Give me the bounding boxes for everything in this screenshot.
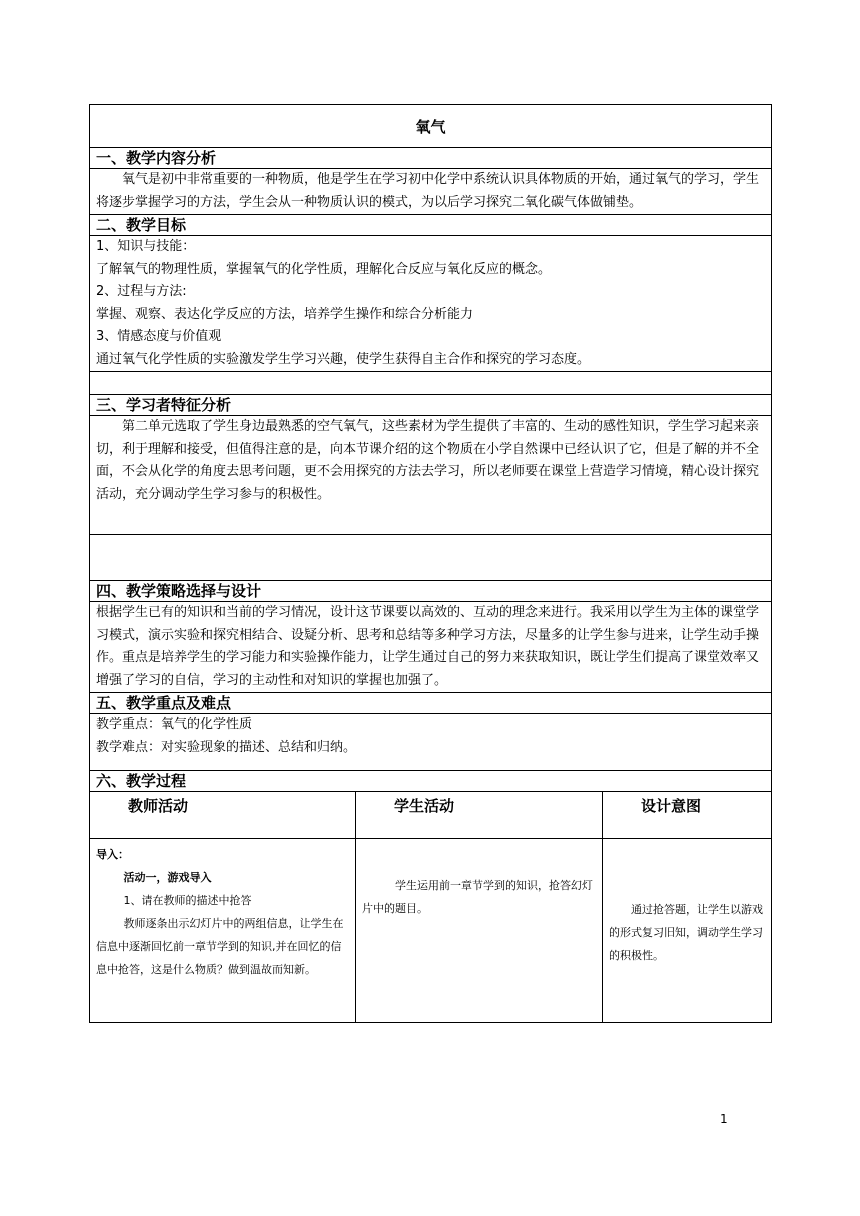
goal-line: 掌握、观察、表达化学反应的方法，培养学生操作和综合分析能力 [96, 306, 474, 322]
teaching-goals-body [90, 236, 772, 372]
teacher-activity-text: 教师逐条出示幻灯片中的两组信息，让学生在信息中逐渐回忆前一章节学到的知识,并在回忆的信息中抢答，这是什么物质？做到温故而知新。 [96, 917, 344, 976]
page-number: 1 [720, 1112, 728, 1126]
goal-line: 2、过程与方法: [96, 284, 187, 299]
column-header-teacher: 教师活动 [90, 792, 356, 839]
strategy-paragraph: 根据学生已有的知识和当前的学习情况，设计这节课要以高效的、互动的理念来进行。我采用以学生为主体的课堂学习模式，演示实验和探究相结合、设疑分析、思考和总结等多种学习方法，尽量多的让学生参与进来，让学生动手操作。重点是培养学生的学习能力和实验操作能力，让学生通过自己的努力来获取知识，既让学生们提高了课堂效率又增强了学习的自信，学习的主动性和对知识的掌握也加强了。 [90, 602, 772, 693]
section-heading-learner-analysis: 三、学习者特征分析 [90, 395, 772, 416]
section-heading-content-analysis: 一、教学内容分析 [90, 148, 772, 169]
empty-row [90, 372, 772, 395]
section-heading-teaching-process: 六、教学过程 [90, 771, 772, 792]
intro-label: 导入： [96, 848, 129, 861]
section-heading-key-points: 五、教学重点及难点 [90, 693, 772, 714]
difficulty-line: 教学难点：对实验现象的描述、总结和归纳。 [96, 739, 357, 755]
goal-line: 通过氧气化学性质的实验激发学生学习兴趣，使学生获得自主合作和探究的学习态度。 [96, 351, 591, 367]
learner-analysis-paragraph: 第二单元选取了学生身边最熟悉的空气氧气，这些素材为学生提供了丰富的、生动的感性知识，学生学习起来亲切，利于理解和接受，但值得注意的是，向本节课介绍的这个物质在小学自然课中已经认识了它，但是了解的并不全面，不会从化学的角度去思考问题，更不会用探究的方法去学习，所以老师要在课堂上营造学习情境，精心设计探究活动，充分调动学生学习参与的积极性。 [90, 416, 772, 535]
goal-line: 了解氧气的物理性质，掌握氧气的化学性质，理解化合反应与氧化反应的概念。 [96, 261, 552, 277]
column-header-design: 设计意图 [603, 792, 772, 839]
activity-title: 活动一，游戏导入 [123, 871, 212, 884]
empty-row [90, 535, 772, 581]
section-heading-strategy: 四、教学策略选择与设计 [90, 581, 772, 602]
key-points-body [90, 714, 772, 771]
teacher-activity-cell [90, 839, 356, 1023]
section-heading-teaching-goals: 二、教学目标 [90, 215, 772, 236]
lesson-plan-table [89, 104, 772, 1023]
goal-line: 1、知识与技能： [96, 239, 196, 254]
goal-line: 3、情感态度与价值观 [96, 329, 222, 344]
key-point-line: 教学重点：氧气的化学性质 [96, 717, 253, 732]
column-header-student: 学生活动 [356, 792, 603, 839]
content-analysis-paragraph: 氧气是初中非常重要的一种物质，他是学生在学习初中化学中系统认识具体物质的开始，通过氧气的学习，学生将逐步掌握学习的方法，学生会从一种物质认识的模式，为以后学习探究二氧化碳气体做铺垫。 [90, 169, 772, 215]
document-title: 氧气 [90, 105, 772, 148]
activity-step: 1、请在教师的描述中抢答 [123, 894, 252, 907]
design-intent-cell: 通过抢答题，让学生以游戏的形式复习旧知，调动学生学习的积极性。 [603, 839, 772, 1023]
student-activity-cell: 学生运用前一章节学到的知识，抢答幻灯片中的题目。 [356, 839, 603, 1023]
